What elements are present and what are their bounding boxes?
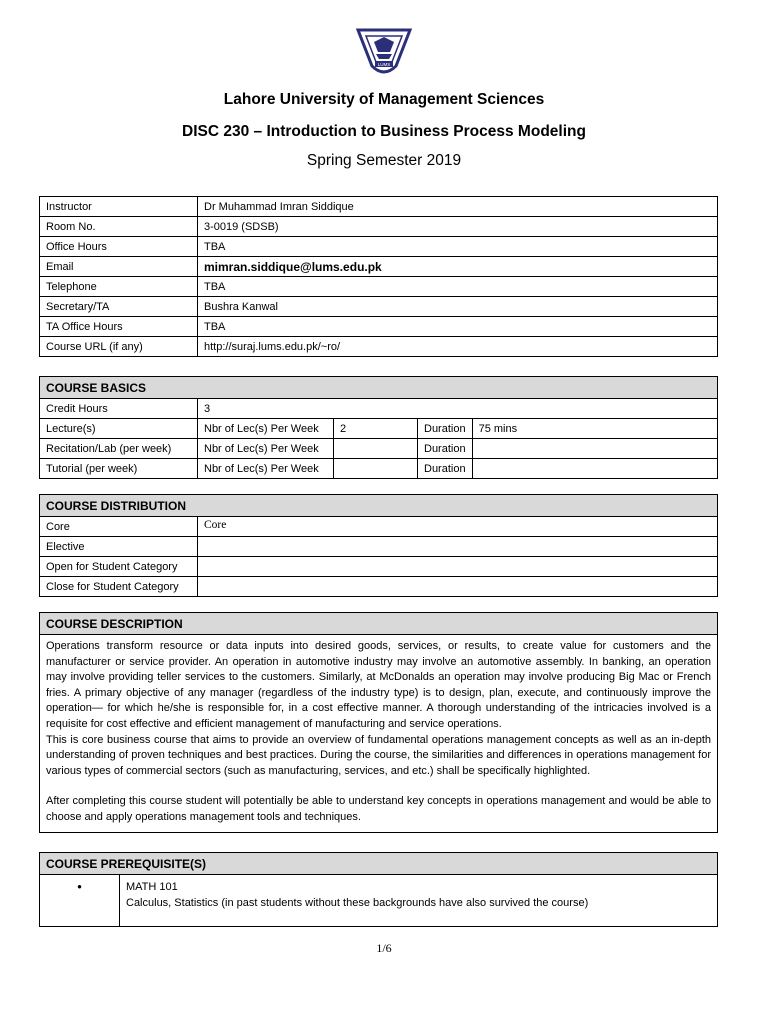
- page-number: 1/6: [376, 941, 392, 955]
- row-label: Open for Student Category: [40, 557, 198, 577]
- prerequisite-text: [120, 875, 718, 927]
- info-value: Bushra Kanwal: [198, 297, 718, 317]
- nbr-value: [334, 459, 418, 479]
- course-distribution-table: [39, 494, 718, 597]
- prerequisite-course: MATH 101: [126, 881, 178, 893]
- course-url-link[interactable]: http://suraj.lums.edu.pk/~ro/: [198, 337, 718, 357]
- semester-title: Spring Semester 2019: [306, 152, 462, 169]
- row-value: [198, 557, 718, 577]
- nbr-label: Nbr of Lec(s) Per Week: [198, 419, 334, 439]
- table-row: [40, 337, 718, 357]
- row-label: Close for Student Category: [40, 577, 198, 597]
- bullet-icon: •: [40, 875, 120, 927]
- table-row: [40, 257, 718, 277]
- lums-crest-icon: [352, 26, 416, 78]
- table-row: [40, 317, 718, 337]
- section-heading: COURSE DESCRIPTION: [40, 613, 718, 635]
- table-row: [40, 557, 718, 577]
- row-label: Elective: [40, 537, 198, 557]
- info-label: TA Office Hours: [40, 317, 198, 337]
- info-value: Dr Muhammad Imran Siddique: [198, 197, 718, 217]
- section-heading: COURSE BASICS: [40, 377, 718, 399]
- table-row: [40, 277, 718, 297]
- nbr-value: [334, 439, 418, 459]
- description-paragraph: After completing this course student will potentially be able to understand key concepts in operations management and would be able to choose and apply operations management tools and techniques.: [46, 795, 711, 823]
- info-label: Telephone: [40, 277, 198, 297]
- description-body: [40, 635, 718, 833]
- table-row: [40, 419, 718, 439]
- info-label: Room No.: [40, 217, 198, 237]
- info-value: 3-0019 (SDSB): [198, 217, 718, 237]
- course-title: DISC 230 – Introduction to Business Process Modeling: [182, 123, 586, 140]
- info-label: Office Hours: [40, 237, 198, 257]
- course-basics-table: [39, 376, 718, 479]
- duration-value: 75 mins: [472, 419, 717, 439]
- table-row: [40, 875, 718, 927]
- row-label: Core: [40, 517, 198, 537]
- instructor-info-table: [39, 196, 718, 357]
- svg-text:LUMS: LUMS: [377, 62, 391, 67]
- duration-value: [472, 459, 717, 479]
- row-label: Recitation/Lab (per week): [40, 439, 198, 459]
- row-label: Lecture(s): [40, 419, 198, 439]
- credit-label: Credit Hours: [40, 399, 198, 419]
- duration-label: Duration: [418, 459, 473, 479]
- credit-value: 3: [198, 399, 718, 419]
- info-label: Course URL (if any): [40, 337, 198, 357]
- table-row: [40, 297, 718, 317]
- info-label: Email: [40, 257, 198, 277]
- description-paragraph: Operations transform resource or data inputs into desired goods, services, or results, to create value for customers and the manufacturer or service provider. An operation in automotive industry may involve an automotive assembly. In banking, an operation may involve providing teller services to the customers. Similarly, at McDonalds an operation may involve producing Big Mac or French fries. A primary objective of any manager (regardless of the industry type) is to design, plan, execute, and continuously improve the operation— for which he/she is responsible for, in a cost effective manner. A thorough understanding of the intricacies involved is a requisite for cost effective and efficient management of manufacturing and service operations.: [46, 640, 711, 730]
- duration-label: Duration: [418, 419, 473, 439]
- nbr-value: 2: [334, 419, 418, 439]
- section-heading: COURSE PREREQUISITE(S): [40, 853, 718, 875]
- row-value: [198, 577, 718, 597]
- table-row: [40, 459, 718, 479]
- university-title: Lahore University of Management Sciences: [223, 91, 545, 108]
- prerequisite-note: Calculus, Statistics (in past students without these backgrounds have also survived the course): [126, 897, 589, 909]
- table-row: [40, 237, 718, 257]
- table-row: [40, 217, 718, 237]
- info-label: Secretary/TA: [40, 297, 198, 317]
- info-value: TBA: [198, 317, 718, 337]
- course-description-table: [39, 612, 718, 833]
- row-label: Tutorial (per week): [40, 459, 198, 479]
- email-link[interactable]: mimran.siddique@lums.edu.pk: [198, 257, 718, 277]
- row-value: [198, 537, 718, 557]
- table-row: [40, 439, 718, 459]
- table-row: [40, 197, 718, 217]
- table-row: [40, 517, 718, 537]
- duration-label: Duration: [418, 439, 473, 459]
- duration-value: [472, 439, 717, 459]
- info-value: TBA: [198, 237, 718, 257]
- info-label: Instructor: [40, 197, 198, 217]
- nbr-label: Nbr of Lec(s) Per Week: [198, 459, 334, 479]
- table-row: [40, 537, 718, 557]
- nbr-label: Nbr of Lec(s) Per Week: [198, 439, 334, 459]
- description-paragraph: This is core business course that aims to provide an overview of fundamental operations management concepts as well as an in-depth understanding of proven techniques and best practices. During the course, the similarities and differences in operations management for various types of commercial sectors (such as manufacturing, services, and etc.) shall be specifically highlighted.: [46, 733, 711, 777]
- info-value: TBA: [198, 277, 718, 297]
- section-heading: COURSE DISTRIBUTION: [40, 495, 718, 517]
- table-row: [40, 399, 718, 419]
- row-value: Core: [198, 517, 718, 537]
- course-prerequisites-table: [39, 852, 718, 927]
- table-row: [40, 577, 718, 597]
